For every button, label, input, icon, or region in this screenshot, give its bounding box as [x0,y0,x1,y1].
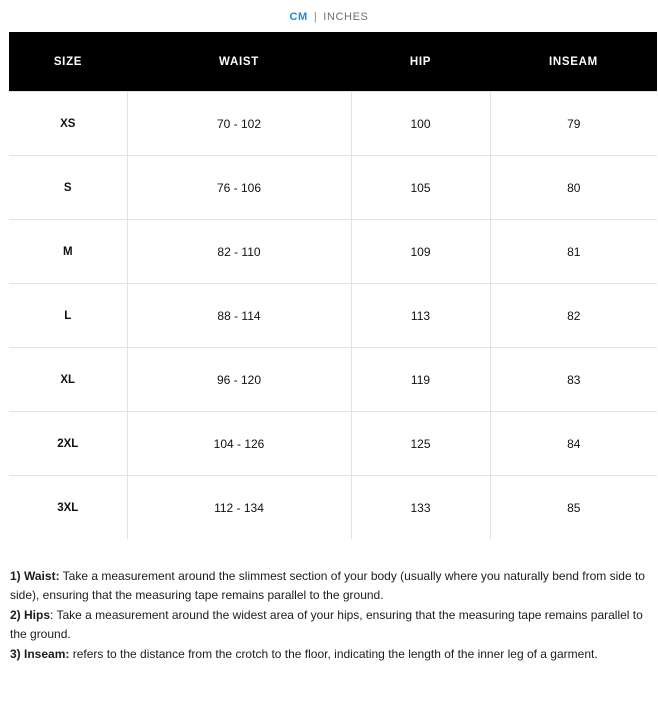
note-waist-label: 1) Waist: [10,569,60,583]
note-hips-text: : Take a measurement around the widest area of your hips, ensuring that the measuring tape remains parallel to the ground. [10,608,643,641]
cell-hip: 119 [351,348,490,412]
column-header-size: SIZE [9,32,127,92]
cell-waist: 70 - 102 [127,92,351,156]
table-row [9,156,657,220]
cell-size: 2XL [9,412,127,476]
cell-waist: 82 - 110 [127,220,351,284]
cell-hip: 125 [351,412,490,476]
note-waist-text: Take a measurement around the slimmest section of your body (usually where you naturally bend from side to side), ensuring that the measuring tape remains parallel to the ground. [10,569,645,602]
cell-inseam: 82 [490,284,657,348]
size-chart-table [9,32,657,539]
cell-size: M [9,220,127,284]
note-inseam [10,645,648,664]
table-row [9,412,657,476]
cell-inseam: 84 [490,412,657,476]
table-row [9,476,657,540]
table-header-row [9,32,657,92]
unit-option-inches[interactable]: INCHES [323,11,369,23]
table-row [9,348,657,412]
cell-hip: 105 [351,156,490,220]
cell-inseam: 81 [490,220,657,284]
cell-hip: 100 [351,92,490,156]
note-hips-label: 2) Hips [10,608,51,623]
cell-waist: 112 - 134 [127,476,351,540]
cell-size: XL [9,348,127,412]
cell-size: 3XL [9,476,127,540]
cell-waist: 104 - 126 [127,412,351,476]
note-inseam-text: refers to the distance from the crotch to the floor, indicating the length of the inner leg of a garment. [69,647,598,662]
table-body [9,92,657,540]
unit-toggle[interactable] [0,0,658,32]
size-table-wrap [0,32,658,539]
table-row [9,220,657,284]
column-header-inseam: INSEAM [490,32,657,92]
unit-separator: | [313,11,318,23]
cell-hip: 109 [351,220,490,284]
unit-option-cm[interactable]: CM [289,11,308,23]
cell-inseam: 80 [490,156,657,220]
measurement-notes [0,539,658,664]
cell-hip: 133 [351,476,490,540]
cell-waist: 96 - 120 [127,348,351,412]
table-head [9,32,657,92]
cell-inseam: 79 [490,92,657,156]
column-header-hip: HIP [351,32,490,92]
cell-waist: 88 - 114 [127,284,351,348]
cell-waist: 76 - 106 [127,156,351,220]
cell-size: S [9,156,127,220]
column-header-waist: WAIST [127,32,351,92]
note-waist [10,567,648,604]
note-inseam-label: 3) Inseam: [10,647,70,662]
cell-inseam: 83 [490,348,657,412]
cell-size: L [9,284,127,348]
note-hips [10,606,648,643]
cell-hip: 113 [351,284,490,348]
table-row [9,284,657,348]
cell-inseam: 85 [490,476,657,540]
table-row [9,92,657,156]
cell-size: XS [9,92,127,156]
